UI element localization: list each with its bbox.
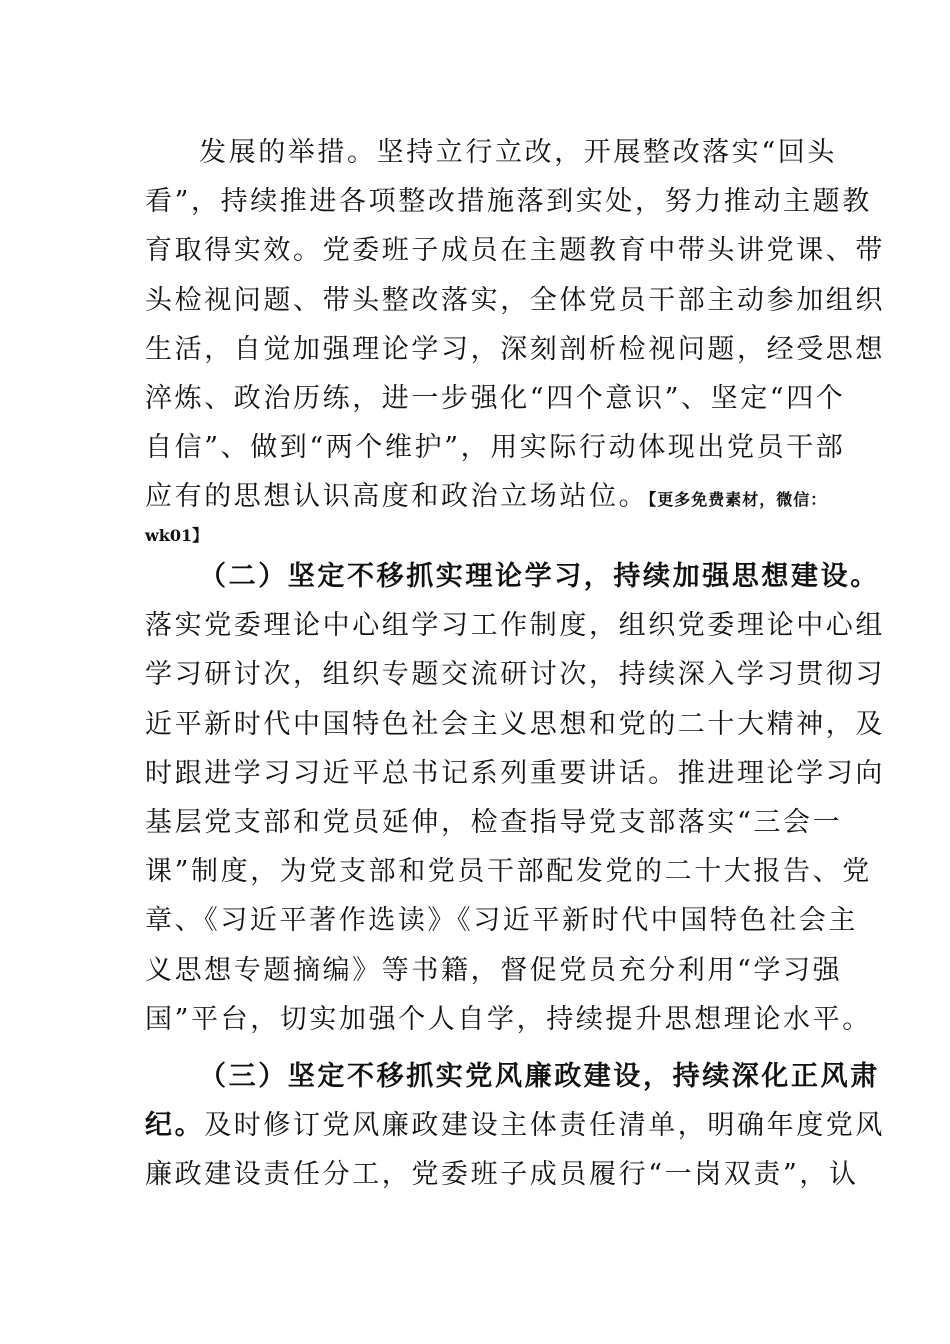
paragraph-line: 廉政建设责任分工，党委班子成员履行“一岗双责”，认 (145, 1159, 859, 1191)
paragraph-line: 近平新时代中国特色社会主义思想和党的二十大精神，及 (145, 708, 885, 740)
paragraph-line-mixed (145, 1101, 886, 1150)
paragraph-3 (145, 1052, 886, 1200)
paragraph-line: 头检视问题、带头整改落实，全体党员干部主动参加组织 (145, 284, 885, 316)
paragraph-line: 时跟进学习习近平总书记系列重要讲话。推进理论学习向 (145, 757, 885, 789)
paragraph-line-rest: 及时修订党风廉政建设主体责任清单，明确年度党风 (204, 1110, 886, 1142)
paragraph-line: 落实党委理论中心组学习工作制度，组织党委理论中心组 (145, 610, 885, 642)
paragraph-line-main: 应有的思想认识高度和政治立场站位。 (145, 481, 649, 513)
paragraph-1 (145, 128, 885, 550)
paragraph-line: 国”平台，切实加强个人自学，持续提升思想理论水平。 (145, 1003, 872, 1035)
paragraph-line: 看”，持续推进各项整改措施落到实处，努力推动主题教 (145, 186, 872, 218)
section-heading-3: （三）坚定不移抓实党风廉政建设，持续深化正风肃 (199, 1061, 880, 1092)
promo-note-continuation: wk01】 (145, 525, 209, 545)
section-heading-2: （二）坚定不移抓实理论学习，持续加强思想建设。 (199, 561, 880, 592)
paragraph-line: 章、《习近平著作选读》《习近平新时代中国特色社会主 (145, 905, 858, 937)
paragraph-line: 课”制度，为党支部和党员干部配发党的二十大报告、党 (145, 856, 872, 888)
section-heading-3-end: 纪。 (145, 1110, 205, 1142)
paragraph-line: 育取得实效。党委班子成员在主题教育中带头讲党课、带 (145, 235, 885, 267)
paragraph-line: 义思想专题摘编》等书籍，督促党员充分利用“学习强 (145, 954, 843, 986)
paragraph-2 (145, 552, 885, 1044)
paragraph-line: 发展的举措。坚持立行立改，开展整改落实“回头 (199, 137, 838, 168)
paragraph-line: 学习研讨次，组织专题交流研讨次，持续深入学习贯彻习 (145, 659, 885, 691)
paragraph-line: 生活，自觉加强理论学习，深刻剖析检视问题，经受思想 (145, 333, 885, 365)
paragraph-line: 自信”、做到“两个维护”，用实际行动体现出党员干部 (145, 432, 846, 464)
paragraph-line: 基层党支部和党员延伸，检查指导党支部落实“三会一 (145, 806, 843, 838)
promo-note: 【更多免费素材，微信： (648, 490, 828, 510)
paragraph-line: 淬炼、政治历练，进一步强化“四个意识”、坚定“四个 (145, 382, 846, 414)
paragraph-line-with-note (145, 472, 828, 521)
